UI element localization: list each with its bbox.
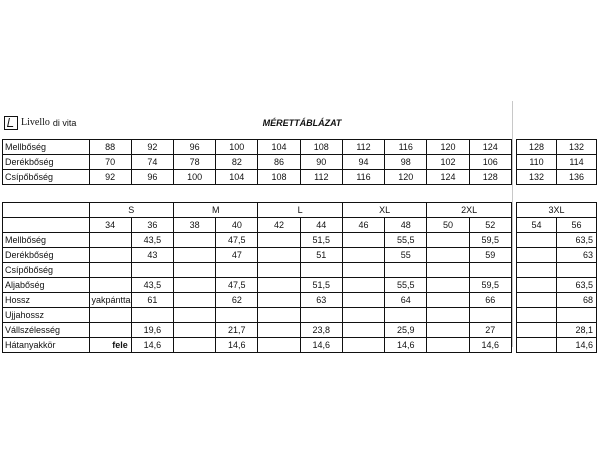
size-header: 34: [89, 218, 131, 233]
measurement-cell: 51: [300, 248, 342, 263]
measurement-cell: 14,6: [131, 338, 173, 353]
empty-cell: [258, 278, 300, 293]
empty-cell: [342, 278, 384, 293]
measurement-cell: 47: [216, 248, 258, 263]
measurement-cell: 136: [557, 170, 597, 185]
measurement-cell: 92: [131, 140, 173, 155]
size-group-header: L: [258, 203, 342, 218]
size-header: 56: [557, 218, 597, 233]
empty-cell: [258, 338, 300, 353]
size-group-header: 2XL: [427, 203, 512, 218]
empty-cell: [258, 263, 300, 278]
empty-cell: [427, 338, 469, 353]
measurement-cell: 114: [557, 155, 597, 170]
row-note: yakpántta: [89, 293, 131, 308]
measurement-cell: 124: [469, 140, 511, 155]
size-group-header: S: [89, 203, 173, 218]
measurement-cell: 14,6: [216, 338, 258, 353]
measurement-cell: 63,5: [557, 233, 597, 248]
row-label: Csípőbőség: [3, 263, 90, 278]
table-row: [517, 248, 597, 263]
table-row: [517, 308, 597, 323]
measurement-cell: 96: [173, 140, 215, 155]
empty-cell: [342, 338, 384, 353]
measurement-cell: 61: [131, 293, 173, 308]
empty-cell: [342, 308, 384, 323]
empty-cell: [342, 233, 384, 248]
row-note: fele: [89, 338, 131, 353]
corner-cell: [3, 203, 90, 218]
measurement-cell: 124: [427, 170, 469, 185]
empty-cell: [427, 263, 469, 278]
empty-cell: [258, 308, 300, 323]
measurement-cell: 132: [557, 140, 597, 155]
measurement-cell: 62: [216, 293, 258, 308]
measurement-cell: 100: [216, 140, 258, 155]
empty-cell: [427, 308, 469, 323]
measurement-cell: 51,5: [300, 233, 342, 248]
measurement-cell: 43,5: [131, 233, 173, 248]
table-row: [3, 155, 512, 170]
measurement-cell: 14,6: [557, 338, 597, 353]
brand-logo: [2, 110, 86, 136]
measurement-cell: 19,6: [131, 323, 173, 338]
measurement-cell: 47,5: [216, 233, 258, 248]
empty-cell: [342, 293, 384, 308]
size-group-row: [517, 203, 597, 218]
measurement-cell: 74: [131, 155, 173, 170]
measurement-cell: 100: [173, 170, 215, 185]
empty-cell: [258, 248, 300, 263]
empty-cell: [427, 323, 469, 338]
table-row: [517, 338, 597, 353]
table-row: [3, 248, 512, 263]
size-header: 44: [300, 218, 342, 233]
empty-cell: [427, 293, 469, 308]
size-group-header: 3XL: [517, 203, 597, 218]
measurement-cell: 28,1: [557, 323, 597, 338]
table-row: [3, 293, 512, 308]
empty-cell: [173, 248, 215, 263]
measurement-cell: 94: [342, 155, 384, 170]
empty-cell: [173, 308, 215, 323]
measurement-cell: 92: [89, 170, 131, 185]
measurement-cell: 55,5: [385, 233, 427, 248]
measurement-cell: 43,5: [131, 278, 173, 293]
measurement-cell: 63,5: [557, 278, 597, 293]
table-row: [3, 323, 512, 338]
measurement-cell: [469, 308, 511, 323]
table-row: [3, 308, 512, 323]
row-label: Hátanyakkör: [3, 338, 90, 353]
row-note: [89, 308, 131, 323]
measurement-cell: 47,5: [216, 278, 258, 293]
table-row: [3, 170, 512, 185]
measurement-cell: 68: [557, 293, 597, 308]
size-header: 52: [469, 218, 511, 233]
size-header: 50: [427, 218, 469, 233]
measurement-cell: 63: [557, 248, 597, 263]
table-row: [3, 338, 512, 353]
body-measurements-extra-table: [516, 139, 597, 185]
row-label: Mellbőség: [3, 233, 90, 248]
table-row: [517, 155, 597, 170]
column-divider: [512, 101, 513, 347]
corner-cell: [3, 218, 90, 233]
measurement-cell: [557, 308, 597, 323]
measurement-cell: 66: [469, 293, 511, 308]
measurement-cell: [469, 263, 511, 278]
measurement-cell: [557, 263, 597, 278]
empty-cell: [173, 338, 215, 353]
row-label: Aljabőség: [3, 278, 90, 293]
size-header: 46: [342, 218, 384, 233]
measurement-cell: 78: [173, 155, 215, 170]
size-header: 40: [216, 218, 258, 233]
measurement-cell: [131, 308, 173, 323]
measurement-cell: 59,5: [469, 278, 511, 293]
empty-cell: [517, 293, 557, 308]
measurement-cell: 55,5: [385, 278, 427, 293]
measurement-cell: 63: [300, 293, 342, 308]
measurement-cell: 96: [131, 170, 173, 185]
size-header: 54: [517, 218, 557, 233]
measurement-cell: [216, 263, 258, 278]
empty-cell: [258, 293, 300, 308]
measurement-cell: 23,8: [300, 323, 342, 338]
empty-cell: [517, 233, 557, 248]
measurement-cell: 86: [258, 155, 300, 170]
table-row: [517, 323, 597, 338]
measurement-cell: [216, 308, 258, 323]
row-label: Vállszélesség: [3, 323, 90, 338]
measurement-cell: 108: [258, 170, 300, 185]
row-label: Mellbőség: [3, 140, 90, 155]
size-row: [517, 218, 597, 233]
measurement-cell: 106: [469, 155, 511, 170]
measurement-cell: 90: [300, 155, 342, 170]
row-note: [89, 278, 131, 293]
size-row: [3, 218, 512, 233]
measurement-cell: 116: [342, 170, 384, 185]
empty-cell: [517, 308, 557, 323]
empty-cell: [258, 233, 300, 248]
measurement-cell: 21,7: [216, 323, 258, 338]
row-note: [89, 233, 131, 248]
size-group-row: [3, 203, 512, 218]
body-measurements-table: [2, 139, 512, 185]
empty-cell: [173, 263, 215, 278]
garment-measurements-extra-table: [516, 198, 597, 353]
empty-cell: [173, 293, 215, 308]
measurement-cell: [300, 263, 342, 278]
measurement-cell: 98: [385, 155, 427, 170]
measurement-cell: 14,6: [385, 338, 427, 353]
measurement-cell: [300, 308, 342, 323]
measurement-cell: 43: [131, 248, 173, 263]
measurement-cell: [131, 263, 173, 278]
empty-cell: [173, 233, 215, 248]
table-row: [3, 278, 512, 293]
header-table: [2, 110, 600, 136]
row-label: Derékbőség: [3, 248, 90, 263]
measurement-cell: 14,6: [469, 338, 511, 353]
measurement-cell: [385, 308, 427, 323]
measurement-cell: 112: [300, 170, 342, 185]
row-note: [89, 248, 131, 263]
measurement-cell: 27: [469, 323, 511, 338]
size-header: 38: [173, 218, 215, 233]
size-header: 48: [385, 218, 427, 233]
measurement-cell: 120: [385, 170, 427, 185]
measurement-cell: 112: [342, 140, 384, 155]
measurement-cell: 110: [517, 155, 557, 170]
brand-name: Livello: [21, 117, 50, 128]
brand-tagline: di vita: [52, 118, 77, 128]
table-row: [517, 140, 597, 155]
measurement-cell: 116: [385, 140, 427, 155]
measurement-cell: 102: [427, 155, 469, 170]
empty-cell: [258, 323, 300, 338]
row-label: Derékbőség: [3, 155, 90, 170]
size-group-header: M: [173, 203, 257, 218]
measurement-cell: 64: [385, 293, 427, 308]
size-header: 42: [258, 218, 300, 233]
empty-cell: [517, 338, 557, 353]
measurement-cell: 108: [300, 140, 342, 155]
table-row: [3, 140, 512, 155]
table-row: [3, 263, 512, 278]
measurement-cell: 132: [517, 170, 557, 185]
empty-cell: [342, 323, 384, 338]
table-row: [517, 263, 597, 278]
table-row: [517, 293, 597, 308]
measurement-cell: 55: [385, 248, 427, 263]
measurement-cell: 88: [89, 140, 131, 155]
measurement-cell: 104: [216, 170, 258, 185]
measurement-cell: [385, 263, 427, 278]
measurement-cell: 128: [469, 170, 511, 185]
table-row: [517, 233, 597, 248]
measurement-cell: 59,5: [469, 233, 511, 248]
empty-cell: [517, 278, 557, 293]
measurement-cell: 82: [216, 155, 258, 170]
measurement-cell: 120: [427, 140, 469, 155]
empty-cell: [342, 263, 384, 278]
measurement-cell: 59: [469, 248, 511, 263]
table-row: [3, 233, 512, 248]
table-row: [517, 170, 597, 185]
row-note: [89, 323, 131, 338]
empty-cell: [427, 278, 469, 293]
empty-cell: [173, 278, 215, 293]
measurement-cell: 51,5: [300, 278, 342, 293]
empty-cell: [517, 263, 557, 278]
row-label: Ujjahossz: [3, 308, 90, 323]
measurement-cell: 70: [89, 155, 131, 170]
table-row: [517, 278, 597, 293]
chart-title: MÉRETTÁBLÁZAT: [262, 118, 342, 128]
measurement-cell: 128: [517, 140, 557, 155]
empty-cell: [517, 323, 557, 338]
measurement-cell: 14,6: [300, 338, 342, 353]
row-label: Hossz: [3, 293, 90, 308]
empty-cell: [427, 248, 469, 263]
size-header: 36: [131, 218, 173, 233]
size-group-header: XL: [342, 203, 426, 218]
measurement-cell: 104: [258, 140, 300, 155]
row-label: Csípőbőség: [3, 170, 90, 185]
row-note: [89, 263, 131, 278]
empty-cell: [342, 248, 384, 263]
empty-cell: [427, 233, 469, 248]
empty-cell: [517, 248, 557, 263]
garment-measurements-table: [2, 198, 512, 353]
empty-cell: [173, 323, 215, 338]
measurement-cell: 25,9: [385, 323, 427, 338]
logo-icon: [4, 116, 18, 130]
